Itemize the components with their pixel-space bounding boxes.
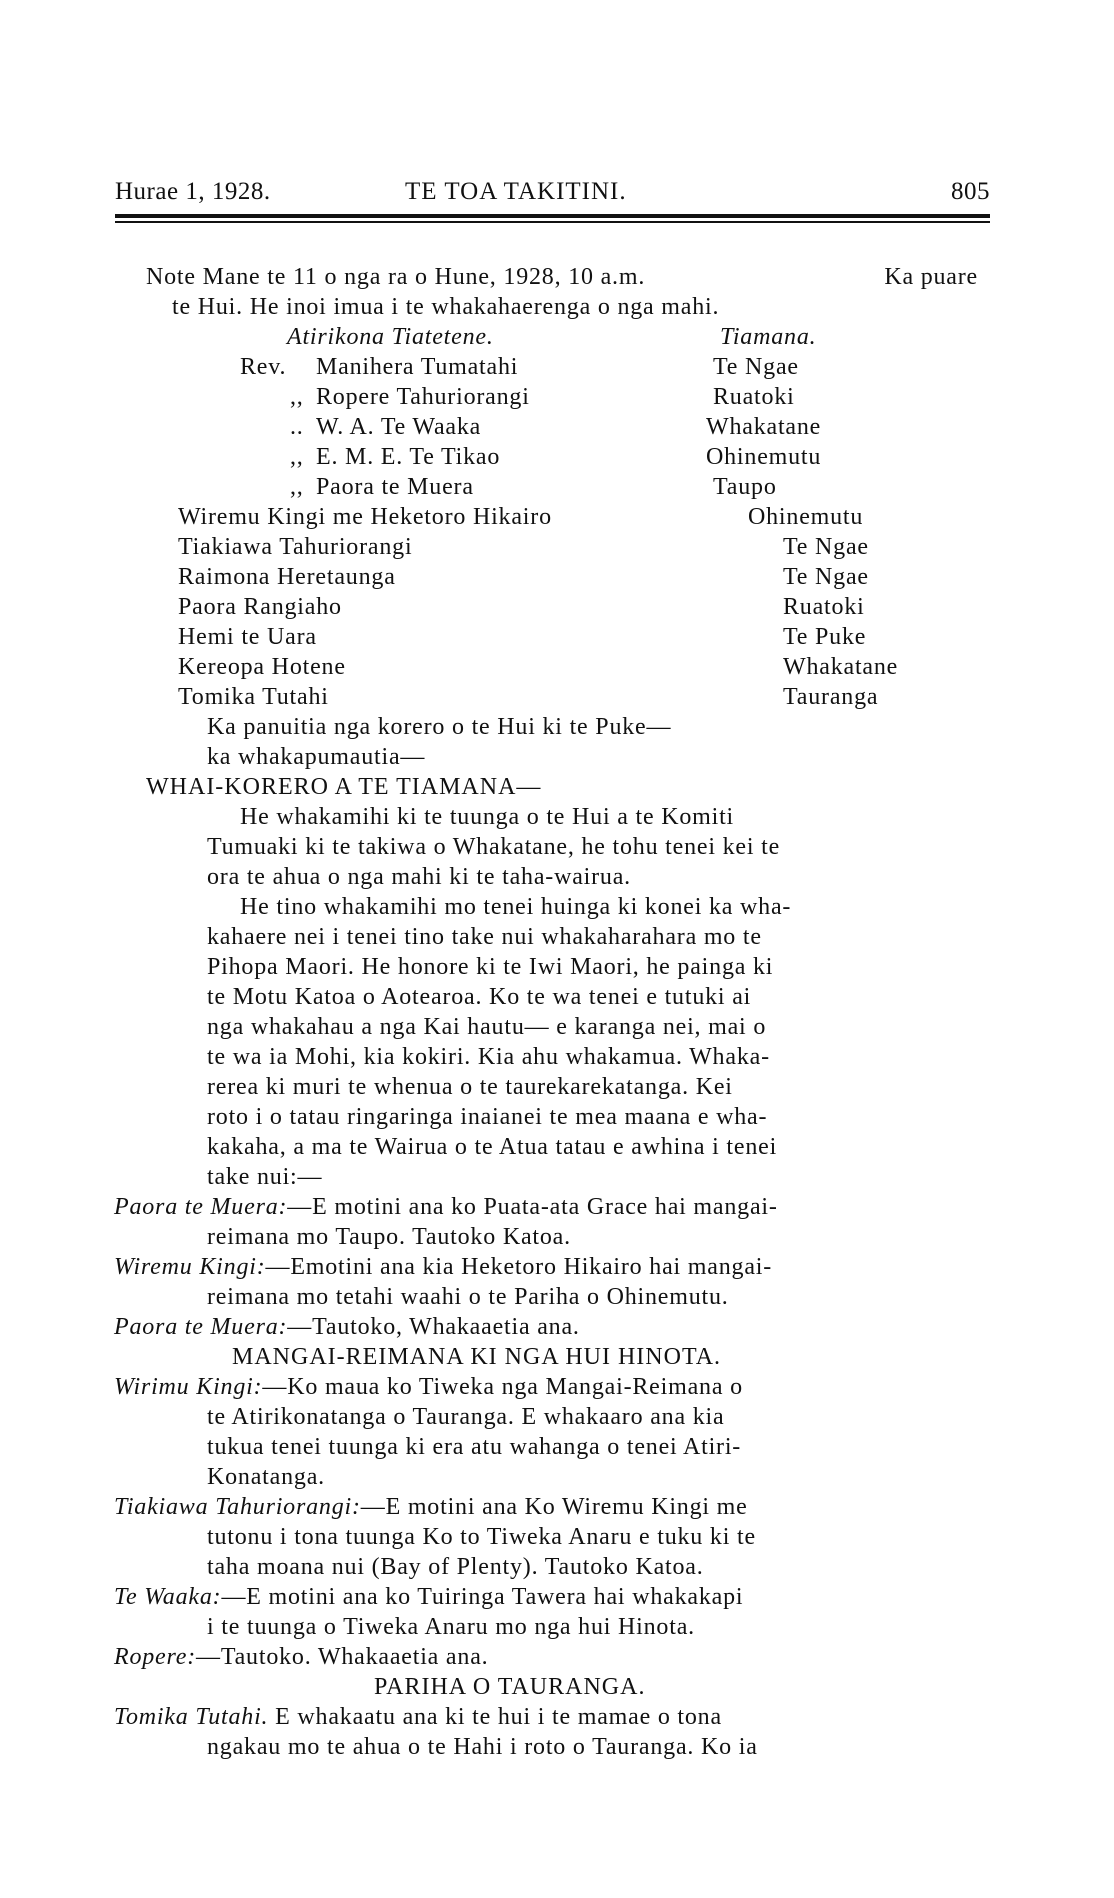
running-header bbox=[115, 178, 990, 212]
clergy-place: Taupo bbox=[713, 474, 777, 500]
lay-member-name: Tomika Tutahi bbox=[178, 684, 329, 710]
motion-speaker: Paora te Muera: bbox=[114, 1194, 288, 1220]
lay-member-place: Ohinemutu bbox=[748, 504, 864, 530]
motion-speaker: Ropere: bbox=[114, 1644, 197, 1670]
motion-line: tutonu i tona tuunga Ko to Tiweka Anaru e tuku ki te bbox=[207, 1524, 756, 1550]
lay-member-place: Te Puke bbox=[783, 624, 867, 650]
motion-text: —Emotini ana kia Heketoro Hikairo hai mangai- bbox=[265, 1254, 773, 1280]
motion-text: —Tautoko. Whakaaetia ana. bbox=[196, 1644, 489, 1670]
closing-line: ngakau mo te ahua o te Hahi i roto o Tauranga. Ko ia bbox=[207, 1734, 758, 1760]
paragraph-line: te Motu Katoa o Aotearoa. Ko te wa tenei e tutuki ai bbox=[207, 984, 752, 1010]
lay-member-name: Hemi te Uara bbox=[178, 624, 317, 650]
lay-member-place: Te Ngae bbox=[783, 564, 869, 590]
section-heading-lay-representatives: MANGAI-REIMANA KI NGA HUI HINOTA. bbox=[232, 1344, 722, 1370]
section-heading-parish: PARIHA O TAURANGA. bbox=[374, 1674, 646, 1700]
motion-line: Konatanga. bbox=[207, 1464, 325, 1490]
paragraph-line: te wa ia Mohi, kia kokiri. Kia ahu whakamua. Whaka- bbox=[207, 1044, 770, 1070]
minutes-read-line-2: ka whakapumautia— bbox=[207, 744, 426, 770]
motion-first-line bbox=[114, 1492, 748, 1522]
lay-member-place: Ruatoki bbox=[783, 594, 865, 620]
header-title: TE TOA TAKITINI. bbox=[405, 178, 627, 205]
lay-member-place: Te Ngae bbox=[783, 534, 869, 560]
motion-line: reimana mo Taupo. Tautoko Katoa. bbox=[207, 1224, 571, 1250]
clergy-prefix: ,, bbox=[290, 474, 304, 500]
intro-line-1-text: Note Mane te 11 o nga ra o Hune, 1928, 10 a.m. bbox=[146, 264, 646, 290]
clergy-place: Te Ngae bbox=[713, 354, 799, 380]
clergy-prefix: Rev. bbox=[240, 354, 287, 380]
motion-first-line bbox=[114, 1192, 778, 1222]
motion-text: —E motini ana ko Tuiringa Tawera hai whakakapi bbox=[221, 1584, 744, 1610]
lay-member-name: Raimona Heretaunga bbox=[178, 564, 396, 590]
clergy-prefix: ,, bbox=[290, 384, 304, 410]
section-heading-chair-address: WHAI-KORERO A TE TIAMANA— bbox=[146, 774, 542, 800]
motion-speaker: Wirimu Kingi: bbox=[114, 1374, 263, 1400]
header-rule-thin bbox=[115, 221, 990, 223]
motion-first-line bbox=[114, 1642, 488, 1672]
paragraph-line: kahaere nei i tenei tino take nui whakaharahara mo te bbox=[207, 924, 762, 950]
page-number: 805 bbox=[951, 178, 990, 205]
clergy-prefix: .. bbox=[290, 414, 304, 440]
motion-text: —Tautoko, Whakaaetia ana. bbox=[287, 1314, 580, 1340]
clergy-place: Ruatoki bbox=[713, 384, 795, 410]
motion-line: te Atirikonatanga o Tauranga. E whakaaro ana kia bbox=[207, 1404, 725, 1430]
intro-line-2: te Hui. He inoi imua i te whakahaerenga o nga mahi. bbox=[172, 294, 720, 320]
clergy-name: Paora te Muera bbox=[316, 474, 474, 500]
motion-speaker: Paora te Muera: bbox=[114, 1314, 288, 1340]
clergy-prefix: ,, bbox=[290, 444, 304, 470]
paragraph-line: ora te ahua o nga mahi ki te taha-wairua. bbox=[207, 864, 631, 890]
clergy-name: E. M. E. Te Tikao bbox=[316, 444, 501, 470]
lay-member-name: Paora Rangiaho bbox=[178, 594, 342, 620]
paragraph-line: nga whakahau a nga Kai hautu— e karanga nei, mai o bbox=[207, 1014, 767, 1040]
clergy-place: Ohinemutu bbox=[706, 444, 822, 470]
lay-member-place: Whakatane bbox=[783, 654, 899, 680]
motion-speaker: Tiakiawa Tahuriorangi: bbox=[114, 1494, 361, 1520]
lay-member-name: Kereopa Hotene bbox=[178, 654, 346, 680]
minutes-read-line-1: Ka panuitia nga korero o te Hui ki te Puke— bbox=[207, 714, 672, 740]
paragraph-line: rerea ki muri te whenua o te taurekarekatanga. Kei bbox=[207, 1074, 733, 1100]
motion-first-line bbox=[114, 1582, 743, 1612]
lay-member-place: Tauranga bbox=[783, 684, 879, 710]
attendance-heading-chair: Tiamana. bbox=[720, 324, 817, 350]
paragraph-line: Pihopa Maori. He honore ki te Iwi Maori, he painga ki bbox=[207, 954, 774, 980]
motion-text: —E motini ana Ko Wiremu Kingi me bbox=[360, 1494, 748, 1520]
motion-text: —Ko maua ko Tiweka nga Mangai-Reimana o bbox=[262, 1374, 743, 1400]
closing-text: E whakaatu ana ki te hui i te mamae o tona bbox=[268, 1704, 722, 1730]
lay-member-name: Tiakiawa Tahuriorangi bbox=[178, 534, 413, 560]
paragraph-line: Tumuaki ki te takiwa o Whakatane, he tohu tenei kei te bbox=[207, 834, 781, 860]
motion-speaker: Wiremu Kingi: bbox=[114, 1254, 266, 1280]
motion-line: tukua tenei tuunga ki era atu wahanga o tenei Atiri- bbox=[207, 1434, 742, 1460]
lay-member-name: Wiremu Kingi me Heketoro Hikairo bbox=[178, 504, 552, 530]
clergy-name: W. A. Te Waaka bbox=[316, 414, 482, 440]
clergy-place: Whakatane bbox=[706, 414, 822, 440]
motion-line: i te tuunga o Tiweka Anaru mo nga hui Hinota. bbox=[207, 1614, 695, 1640]
intro-line-1-end: Ka puare bbox=[884, 264, 978, 290]
paragraph-line: He tino whakamihi mo tenei huinga ki konei ka wha- bbox=[240, 894, 792, 920]
motion-first-line bbox=[114, 1312, 580, 1342]
intro-line-1 bbox=[146, 262, 978, 292]
closing-first-line bbox=[114, 1702, 722, 1732]
paragraph-line: roto i o tatau ringaringa inaianei te mea maana e wha- bbox=[207, 1104, 768, 1130]
closing-speaker: Tomika Tutahi. bbox=[114, 1704, 269, 1730]
header-date: Hurae 1, 1928. bbox=[115, 178, 271, 205]
clergy-name: Ropere Tahuriorangi bbox=[316, 384, 530, 410]
paragraph-line: kakaha, a ma te Wairua o te Atua tatau e awhina i tenei bbox=[207, 1134, 778, 1160]
motion-text: —E motini ana ko Puata-ata Grace hai mangai- bbox=[287, 1194, 778, 1220]
paragraph-line: He whakamihi ki te tuunga o te Hui a te Komiti bbox=[240, 804, 735, 830]
motion-speaker: Te Waaka: bbox=[114, 1584, 222, 1610]
motion-first-line bbox=[114, 1252, 772, 1282]
paragraph-line: take nui:— bbox=[207, 1164, 323, 1190]
motion-line: reimana mo tetahi waahi o te Pariha o Ohinemutu. bbox=[207, 1284, 729, 1310]
attendance-heading-names: Atirikona Tiatetene. bbox=[287, 324, 494, 350]
motion-first-line bbox=[114, 1372, 743, 1402]
header-rule-thick bbox=[115, 214, 990, 218]
motion-line: taha moana nui (Bay of Plenty). Tautoko Katoa. bbox=[207, 1554, 704, 1580]
clergy-name: Manihera Tumatahi bbox=[316, 354, 519, 380]
